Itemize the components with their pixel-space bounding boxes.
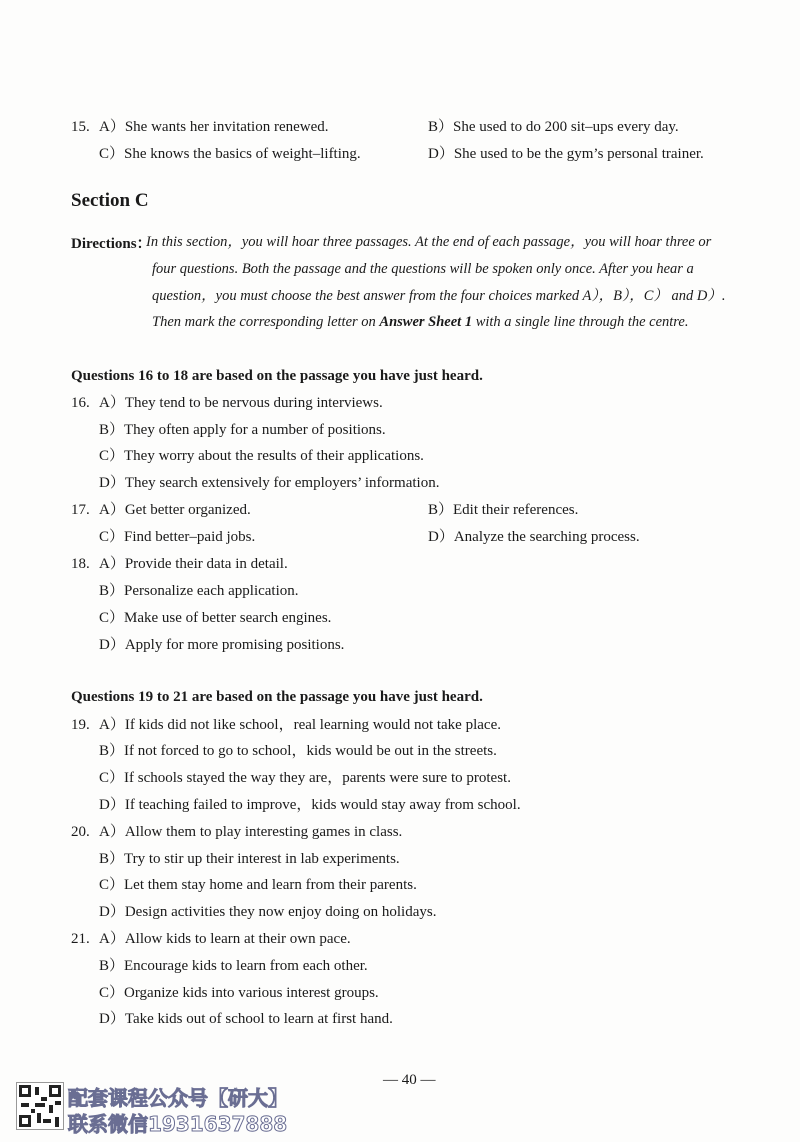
option-c: C）They worry about the results of their applications. <box>99 448 424 464</box>
option-c: C）She knows the basics of weight–lifting. <box>99 146 361 162</box>
watermark-line-1: 配套课程公众号【研大】 <box>68 1086 288 1110</box>
watermark <box>16 1082 316 1134</box>
directions-line-2: four questions. Both the passage and the questions will be spoken only once. After you hear a <box>152 261 694 277</box>
option-a: A）If kids did not like school，real learning would not take place. <box>99 717 501 733</box>
option-b: B）They often apply for a number of positions. <box>99 422 386 438</box>
question-number: 15. <box>71 119 90 135</box>
page-number: — 40 — <box>383 1072 436 1088</box>
qr-code-icon <box>16 1082 64 1130</box>
option-d: D）She used to be the gym’s personal trainer. <box>428 146 704 162</box>
question-group-heading: Questions 19 to 21 are based on the passage you have just heard. <box>71 689 483 705</box>
directions-line-3: question，you must choose the best answer from the four choices marked A），B），C） and D）. <box>152 288 726 304</box>
option-b: B）Edit their references. <box>428 502 579 518</box>
option-c: C）Make use of better search engines. <box>99 610 332 626</box>
option-a: A）Get better organized. <box>99 502 251 518</box>
option-a: A）Allow kids to learn at their own pace. <box>99 931 351 947</box>
question-number: 16. <box>71 395 90 411</box>
option-a: A）Provide their data in detail. <box>99 556 288 572</box>
question-number: 21. <box>71 931 90 947</box>
question-group-heading: Questions 16 to 18 are based on the passage you have just heard. <box>71 368 483 384</box>
option-b: B）She used to do 200 sit–ups every day. <box>428 119 679 135</box>
question-number: 18. <box>71 556 90 572</box>
option-b: B）Try to stir up their interest in lab experiments. <box>99 851 400 867</box>
option-d: D）Analyze the searching process. <box>428 529 640 545</box>
option-d: D）If teaching failed to improve，kids would stay away from school. <box>99 797 521 813</box>
option-b: B）If not forced to go to school，kids would be out in the streets. <box>99 743 497 759</box>
option-b: B）Personalize each application. <box>99 583 299 599</box>
option-a: A）They tend to be nervous during interviews. <box>99 395 383 411</box>
question-number: 20. <box>71 824 90 840</box>
question-number: 19. <box>71 717 90 733</box>
option-c: C）Find better–paid jobs. <box>99 529 256 545</box>
option-d: D）Take kids out of school to learn at first hand. <box>99 1011 393 1027</box>
option-a: A）She wants her invitation renewed. <box>99 119 329 135</box>
directions-label: Directions： <box>71 236 152 252</box>
section-title: Section C <box>71 190 149 211</box>
watermark-line-2: 联系微信1931637888 <box>68 1112 288 1136</box>
option-c: C）Let them stay home and learn from their parents. <box>99 877 417 893</box>
directions-line-4: Then mark the corresponding letter on Answer Sheet 1 with a single line through the centre. <box>152 314 689 330</box>
option-a: A）Allow them to play interesting games in class. <box>99 824 403 840</box>
directions-line-1: In this section，you will hoar three passages. At the end of each passage，you will hoar three or <box>146 234 712 250</box>
option-b: B）Encourage kids to learn from each other. <box>99 958 368 974</box>
option-d: D）Design activities they now enjoy doing on holidays. <box>99 904 437 920</box>
question-number: 17. <box>71 502 90 518</box>
option-c: C）Organize kids into various interest groups. <box>99 985 379 1001</box>
option-c: C）If schools stayed the way they are，parents were sure to protest. <box>99 770 511 786</box>
answer-sheet-label: Answer Sheet 1 <box>379 314 473 330</box>
option-d: D）Apply for more promising positions. <box>99 637 345 653</box>
option-d: D）They search extensively for employers’ information. <box>99 475 440 491</box>
